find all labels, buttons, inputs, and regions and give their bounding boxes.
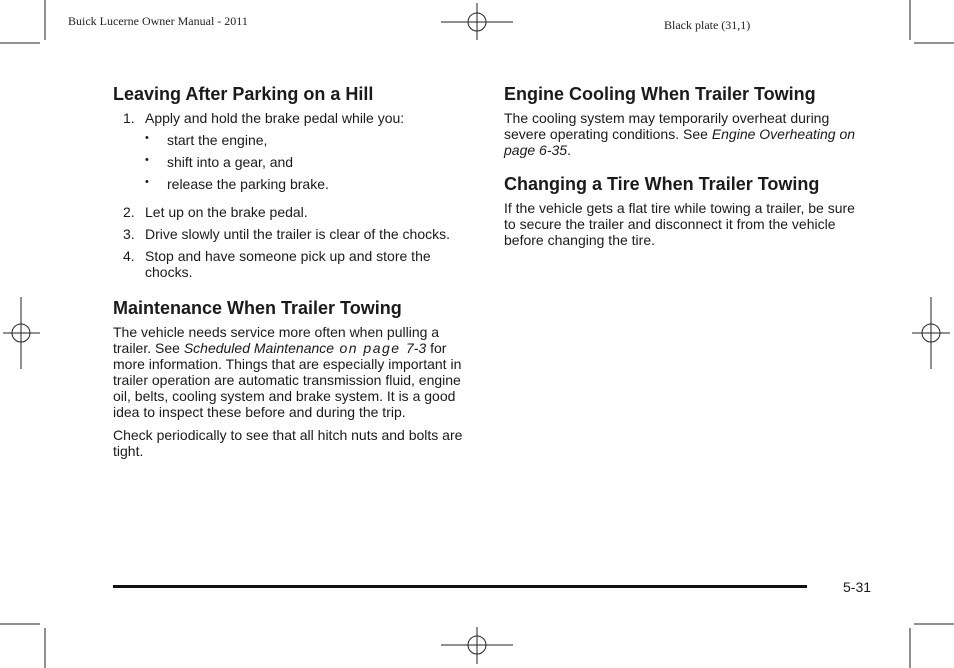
section-leaving-after-parking xyxy=(113,84,475,280)
section-maintenance xyxy=(113,298,475,459)
registration-mark-right xyxy=(912,297,950,369)
step-text: Let up on the brake pedal. xyxy=(145,204,308,220)
step-number: 3. xyxy=(123,226,135,242)
bullet-text: release the parking brake. xyxy=(167,176,329,192)
paragraph: If the vehicle gets a flat tire while towing a trailer, be sure to secure the trailer and disconnect it from the vehicle before changing the tire. xyxy=(504,200,855,248)
section-changing-tire xyxy=(504,174,856,248)
link-text: Scheduled Maintenance xyxy=(183,340,335,356)
bullet-icon: • xyxy=(145,132,149,144)
step-text: Apply and hold the brake pedal while you: xyxy=(145,110,405,126)
paragraph: Check periodically to see that all hitch nuts and bolts are tight. xyxy=(113,427,463,459)
section-title: Leaving After Parking on a Hill xyxy=(113,84,374,104)
footer-rule xyxy=(113,585,807,588)
paragraph-text: . xyxy=(567,142,571,158)
link-text: 7-3 xyxy=(405,340,427,356)
step-number: 4. xyxy=(123,248,135,264)
registration-mark-top xyxy=(441,3,513,40)
section-engine-cooling xyxy=(504,84,856,158)
bullet-text: shift into a gear, and xyxy=(167,154,294,170)
section-title: Maintenance When Trailer Towing xyxy=(113,298,402,318)
registration-mark-left xyxy=(3,297,40,369)
paragraph xyxy=(504,110,856,158)
page-number: 5-31 xyxy=(843,579,872,595)
right-column xyxy=(504,84,856,248)
section-title: Changing a Tire When Trailer Towing xyxy=(504,174,820,194)
paragraph-text: The cooling system may temporarily overheat during severe operating conditions. See xyxy=(504,110,830,142)
section-title: Engine Cooling When Trailer Towing xyxy=(504,84,816,104)
list-item xyxy=(145,176,475,192)
list-item xyxy=(113,110,475,198)
list-item xyxy=(113,204,475,220)
bullet-icon: • xyxy=(145,154,149,166)
header-manual-title: Buick Lucerne Owner Manual - 2011 xyxy=(68,14,248,28)
header-plate-label: Black plate (31,1) xyxy=(664,18,751,32)
cross-reference-link[interactable] xyxy=(184,340,426,356)
steps-list xyxy=(113,110,475,280)
cross-reference-link[interactable]: Engine Overheating on page 6-35 xyxy=(504,126,856,158)
step-number: 1. xyxy=(123,110,135,126)
paragraph xyxy=(113,324,475,420)
bullet-icon: • xyxy=(145,176,149,188)
list-item xyxy=(145,132,475,148)
step-text: Stop and have someone pick up and store the chocks. xyxy=(145,248,431,280)
paragraph-text: The vehicle needs service more often when pulling a trailer. See xyxy=(113,324,440,356)
bullet-text: start the engine, xyxy=(167,132,268,148)
registration-mark-bottom xyxy=(441,627,513,664)
list-item xyxy=(145,154,475,170)
list-item xyxy=(113,248,475,280)
bullet-list xyxy=(145,132,475,192)
paragraph-text: for more information. Things that are especially important in trailer operation are automatic transmission fluid, engine oil, belts, cooling system and brake system. It is a good idea to inspect these before and during the trip. xyxy=(113,340,462,420)
list-item xyxy=(113,226,475,242)
step-text: Drive slowly until the trailer is clear of the chocks. xyxy=(145,226,450,242)
link-text: on page xyxy=(334,340,406,356)
step-number: 2. xyxy=(123,204,135,220)
left-column xyxy=(113,84,475,459)
